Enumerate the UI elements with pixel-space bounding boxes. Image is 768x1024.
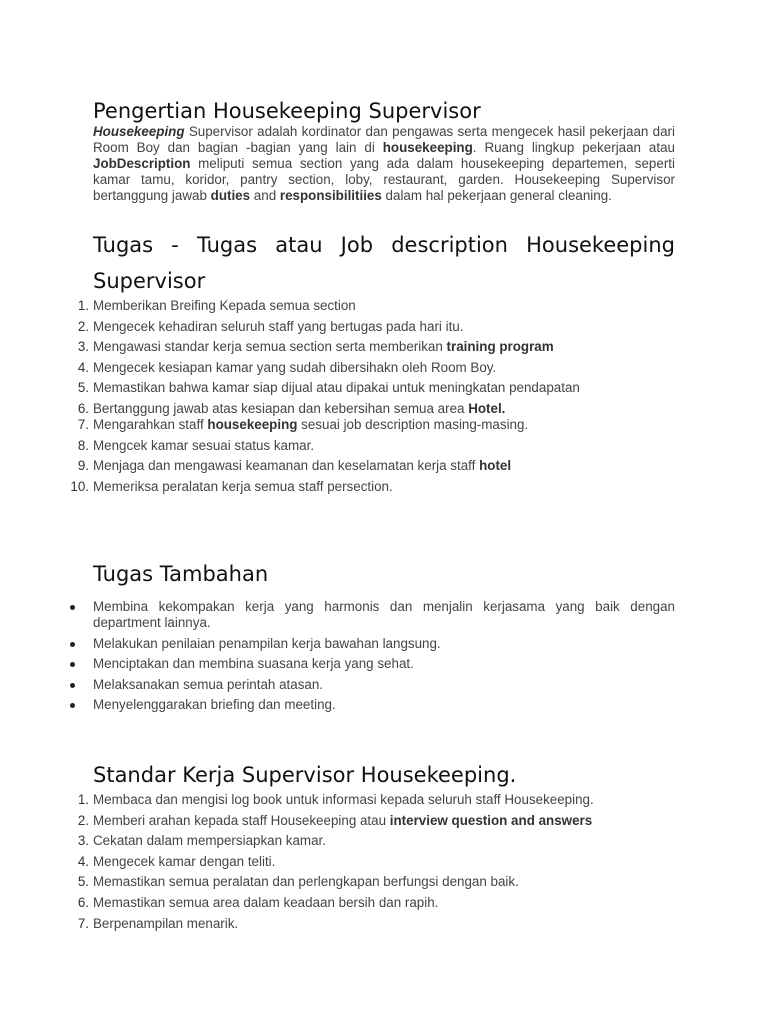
list-item — [77, 853, 675, 870]
text-segment: Memastikan bahwa kamar siap dijual atau dipakai untuk meningkatan pendapatan — [93, 380, 580, 396]
list-item — [77, 318, 675, 335]
list-item — [77, 894, 675, 911]
section-heading-pengertian: Pengertian Housekeeping Supervisor — [93, 99, 481, 123]
list-item-number: 1. — [77, 792, 89, 807]
text-segment: Memberikan Breifing Kepada semua section — [93, 298, 356, 313]
text-segment: Menjaga dan mengawasi keamanan dan keselamatan kerja staff — [93, 458, 480, 474]
bold-text-segment: JobDescription — [93, 156, 191, 171]
list-item — [77, 915, 675, 932]
bold-text-segment: interview question and answers — [389, 812, 593, 828]
bold-text-segment: duties — [210, 188, 251, 203]
list-item — [77, 458, 675, 474]
text-segment: Memastikan semua area dalam keadaan bersih dan rapih. — [93, 894, 439, 910]
section-heading-tugas-line1: Tugas - Tugas atau Job description Housekeeping — [93, 233, 675, 257]
list-item — [77, 792, 675, 808]
section-heading-tugas-line2: Supervisor — [93, 269, 206, 293]
list-item — [77, 833, 675, 849]
list-item-number: 3. — [77, 833, 89, 849]
list-item-number: 6. — [77, 400, 89, 416]
list-item-number: 4. — [77, 359, 89, 375]
bullet-item: Melakukan penilaian penampilan kerja bawahan langsung. — [93, 636, 675, 652]
text-segment: Mengecek kamar dengan teliti. — [93, 853, 276, 869]
list-item-number: 6. — [77, 894, 89, 910]
intro-paragraph — [93, 124, 675, 204]
text-segment: Mengecek kesiapan kamar yang sudah dibersihakn oleh Room Boy. — [93, 359, 497, 375]
list-item-number: 7. — [77, 915, 89, 931]
text-segment: Cekatan dalam mempersiapkan kamar. — [93, 833, 326, 849]
bullet-item: Menciptakan dan membina suasana kerja yang sehat. — [93, 656, 675, 672]
text-segment: sesuai job description masing-masing. — [297, 416, 529, 432]
list-item-number: 4. — [77, 853, 89, 869]
list-item-number: 1. — [77, 298, 89, 313]
bold-text-segment: Hotel. — [468, 400, 506, 416]
text-segment: dalam hal pekerjaan general cleaning. — [381, 188, 612, 203]
text-segment: Mengecek kehadiran seluruh staff yang bertugas pada hari itu. — [93, 318, 464, 334]
text-segment: Mengcek kamar sesuai status kamar. — [93, 437, 315, 453]
list-item — [77, 812, 675, 829]
list-item — [77, 437, 675, 454]
list-item-number: 5. — [77, 380, 89, 396]
text-segment: Berpenampilan menarik. — [93, 915, 239, 931]
bold-text-segment: training program — [446, 339, 554, 355]
list-item-number: 5. — [77, 874, 89, 890]
text-segment: Membaca dan mengisi log book untuk informasi kepada seluruh staff Housekeeping. — [93, 792, 594, 807]
text-segment: Bertanggung jawab atas kesiapan dan kebersihan semua area — [93, 400, 469, 416]
bold-text-segment: housekeeping — [207, 416, 298, 432]
list-item — [77, 416, 675, 433]
text-segment: and — [250, 188, 280, 203]
text-segment: . Ruang lingkup pekerjaan atau — [472, 140, 675, 155]
list-item — [77, 400, 675, 417]
text-segment: Supervisor adalah kordinator dan pengawas serta mengecek hasil pekerjaan dari Room Boy dan bagian -bagian yang lain di — [93, 124, 675, 155]
bullet-item: Menyelenggarakan briefing dan meeting. — [93, 697, 675, 713]
list-item-number: 2. — [77, 812, 89, 828]
section-heading-tugas-tambahan: Tugas Tambahan — [93, 562, 269, 586]
bullet-item: Melaksanakan semua perintah atasan. — [93, 677, 675, 693]
bullet-item: Membina kekompakan kerja yang harmonis dan menjalin kerjasama yang baik dengan department lainnya. — [93, 599, 675, 630]
list-item — [77, 298, 675, 314]
list-item — [77, 380, 675, 396]
list-item-number: 2. — [77, 318, 89, 334]
bold-text-segment: responsibilitiies — [279, 188, 382, 203]
list-item — [70, 478, 675, 495]
bold-text-segment: hotel — [479, 458, 512, 474]
additional-duties-list — [93, 599, 675, 718]
text-segment: meliputi semua section yang ada dalam housekeeping departemen, seperti kamar tamu, koridor, pantry section, loby, restaurant, garden. Housekeeping Supervisor bertanggung jawab — [93, 156, 675, 203]
text-segment: Memberi arahan kepada staff Housekeeping atau — [93, 812, 390, 828]
text-segment: Mengawasi standar kerja semua section serta memberikan — [93, 339, 447, 355]
job-description-list — [70, 298, 675, 495]
list-item-number: 9. — [77, 458, 89, 474]
list-item-number: 3. — [77, 339, 89, 355]
text-segment: Memeriksa peralatan kerja semua staff persection. — [93, 478, 393, 494]
text-segment: Memastikan semua peralatan dan perlengkapan berfungsi dengan baik. — [93, 874, 519, 890]
list-item-number: 10. — [70, 478, 89, 494]
bold-text-segment: housekeeping — [382, 140, 473, 155]
text-segment: Mengarahkan staff — [93, 416, 208, 432]
bold-text-segment: Housekeeping — [93, 124, 185, 139]
list-item-number: 7. — [77, 416, 89, 432]
list-item — [77, 874, 675, 890]
list-item — [77, 339, 675, 355]
list-item-number: 8. — [77, 437, 89, 453]
section-heading-standar-kerja: Standar Kerja Supervisor Housekeeping. — [93, 763, 517, 787]
list-item — [77, 359, 675, 376]
work-standards-list — [77, 792, 675, 932]
